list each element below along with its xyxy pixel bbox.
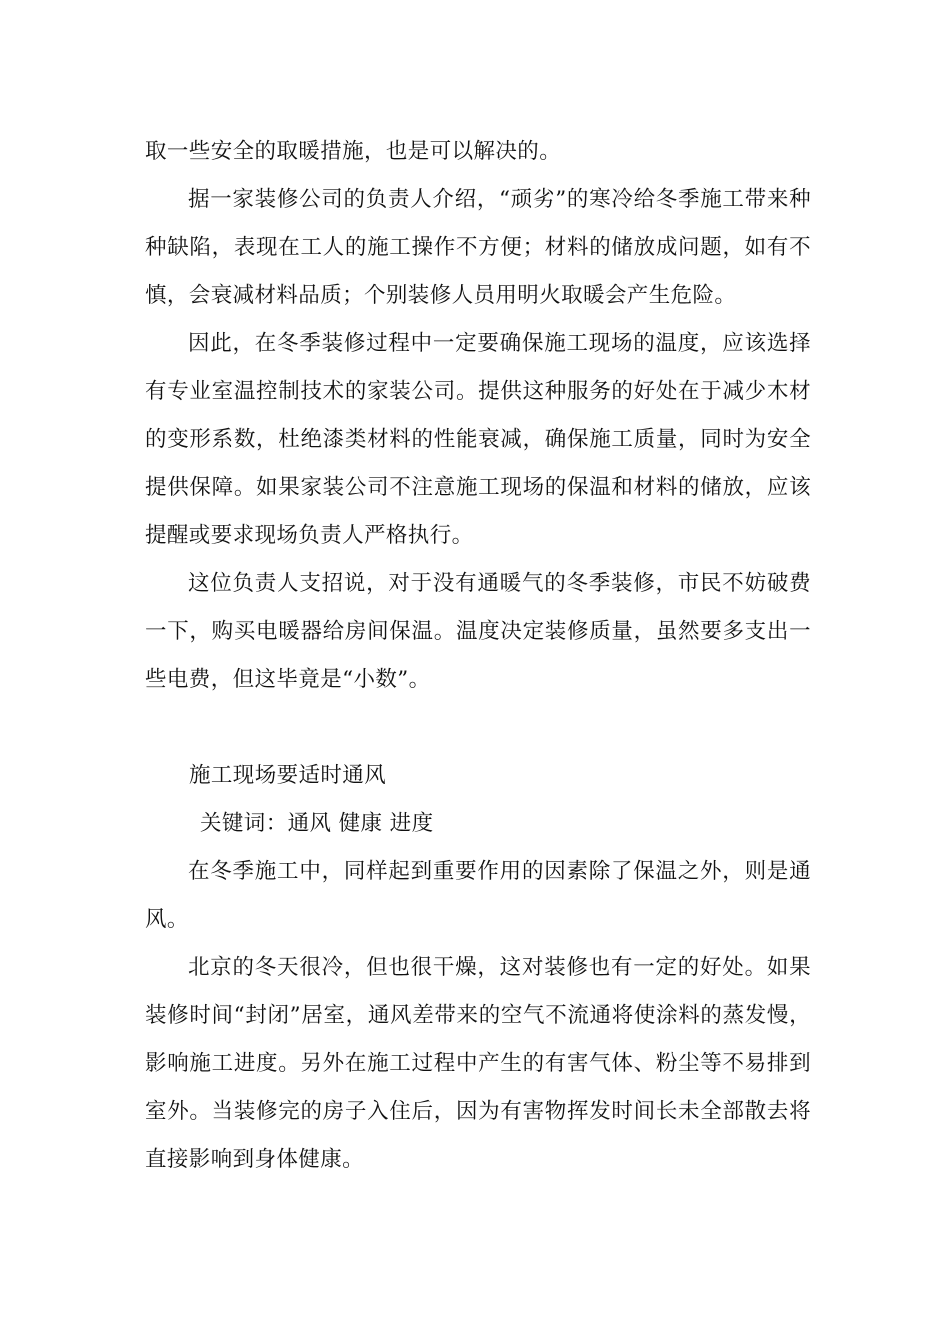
paragraph-continued: 取一些安全的取暖措施，也是可以解决的。 (145, 139, 562, 164)
paragraph-company-intro: 据一家装修公司的负责人介绍，“顽劣”的寒冷给冬季施工带来种种缺陷，表现在工人的施工操作不方便；材料的储放成问题，如有不慎，会衰减材料品质；个别装修人员用明火取暖会产生危险。 (145, 187, 811, 308)
paragraph-beijing-winter: 北京的冬天很冷，但也很干燥，这对装修也有一定的好处。如果装修时间“封闭”居室，通风差带来的空气不流通将使涂料的蒸发慢，影响施工进度。另外在施工过程中产生的有害气体、粉尘等不易排到室外。当装修完的房子入住后，因为有害物挥发时间长未全部散去将直接影响到身体健康。 (145, 955, 811, 1172)
paragraph-ventilation-intro: 在冬季施工中，同样起到重要作用的因素除了保温之外，则是通风。 (145, 859, 811, 932)
document-body (145, 128, 811, 1184)
section-heading: 施工现场要适时通风 (189, 763, 387, 788)
keywords-line: 关键词：通风 健康 进度 (200, 811, 434, 836)
paragraph-temperature-control: 因此，在冬季装修过程中一定要确保施工现场的温度，应该选择有专业室温控制技术的家装公司。提供这种服务的好处在于减少木材的变形系数，杜绝漆类材料的性能衰减，确保施工质量，同时为安全提供保障。如果家装公司不注意施工现场的保温和材料的储放，应该提醒或要求现场负责人严格执行。 (145, 331, 811, 548)
paragraph-heater-advice: 这位负责人支招说，对于没有通暖气的冬季装修，市民不妨破费一下，购买电暖器给房间保温。温度决定装修质量，虽然要多支出一些电费，但这毕竟是“小数”。 (145, 571, 811, 692)
section-spacer (145, 704, 811, 752)
